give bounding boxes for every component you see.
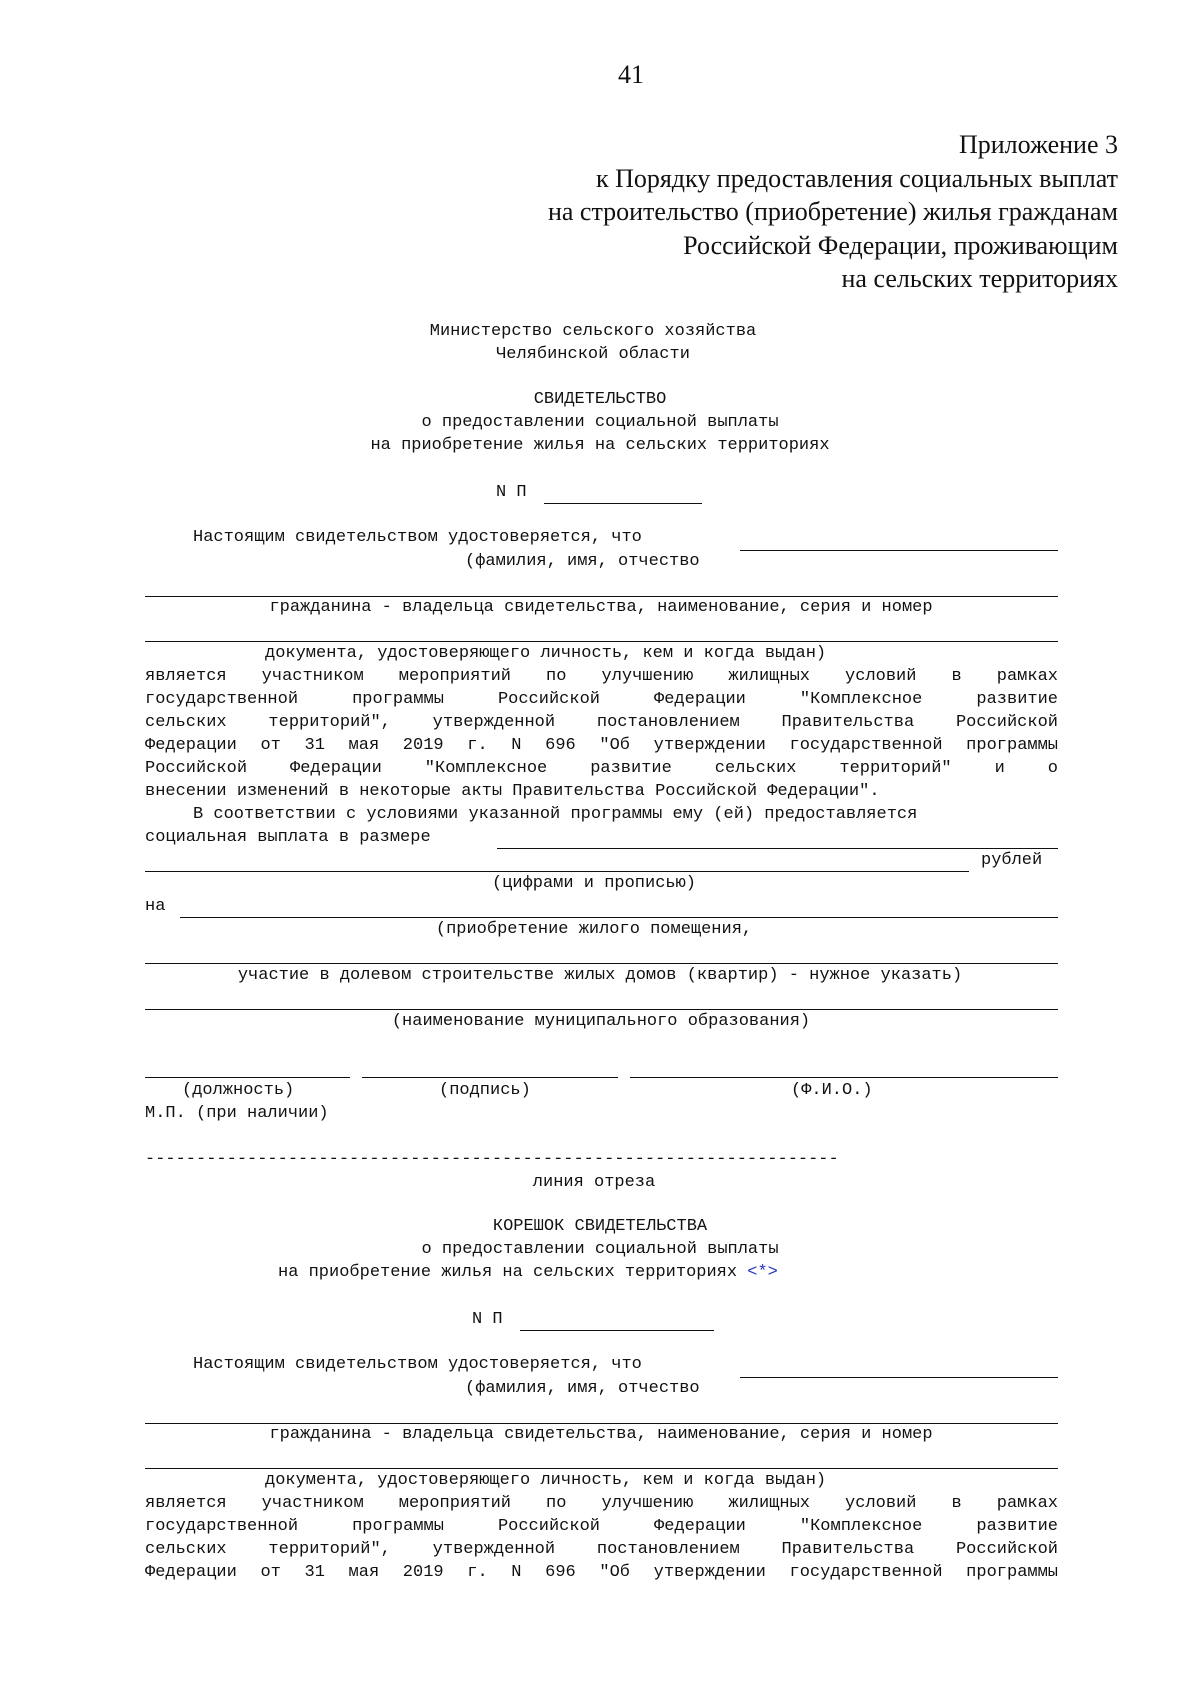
stub-document-field	[145, 1468, 1058, 1469]
caption-fio: (фамилия, имя, отчество	[465, 552, 700, 571]
caption-purchase: (приобретение жилого помещения,	[435, 920, 753, 939]
certificate-number-field	[544, 503, 702, 504]
body-line: государственной программы Российской Федерации "Комплексное развитие	[145, 690, 1058, 709]
body-para2: В соответствии с условиями указанной программы ему (ей) предоставляется	[193, 805, 918, 824]
body-line: является участником мероприятий по улучшению жилищных условий в рамках	[145, 667, 1058, 686]
certificate-subtitle: на приобретение жилья на сельских территориях	[370, 436, 830, 455]
stub-body-line: государственной программы Российской Федерации "Комплексное развитие	[145, 1517, 1058, 1536]
appendix-header	[548, 128, 1118, 296]
document-field	[145, 641, 1058, 642]
stub-subtitle-text: на приобретение жилья на сельских территориях	[278, 1263, 738, 1282]
body-last-line: внесении изменений в некоторые акты Правительства Российской Федерации".	[145, 782, 880, 801]
rubles-label: рублей	[981, 851, 1043, 870]
body-line: сельских территорий", утвержденной постановлением Правительства Российской	[145, 713, 1058, 732]
purpose-field	[180, 917, 1058, 918]
footnote-link[interactable]: <*>	[747, 1263, 778, 1282]
caption-signature: (подпись)	[439, 1081, 531, 1100]
payment-amount-field-line2	[145, 871, 969, 872]
certificate-subtitle: о предоставлении социальной выплаты	[421, 413, 779, 432]
position-field	[145, 1077, 350, 1078]
appendix-line: на сельских территориях	[841, 264, 1118, 293]
stub-caption-citizen: гражданина - владельца свидетельства, наименование, серия и номер	[269, 1425, 933, 1444]
payment-label: социальная выплата в размере	[145, 828, 431, 847]
name-field	[630, 1077, 1058, 1078]
payment-amount-field	[497, 848, 1058, 849]
caption-name: (Ф.И.О.)	[791, 1081, 873, 1100]
purpose-field-line2	[145, 963, 1058, 964]
certificate-number-label: N П	[496, 483, 527, 502]
caption-municipality: (наименование муниципального образования)	[391, 1012, 811, 1031]
na-label: на	[145, 897, 166, 916]
certify-text: Настоящим свидетельством удостоверяется, что	[193, 528, 642, 547]
stub-body-line: сельских территорий", утвержденной постановлением Правительства Российской	[145, 1540, 1058, 1559]
stub-subtitle: о предоставлении социальной выплаты	[421, 1240, 779, 1259]
cut-line: --------------------------------------------------------------------	[145, 1150, 839, 1169]
caption-citizen: гражданина - владельца свидетельства, наименование, серия и номер	[269, 598, 933, 617]
ministry-line: Челябинской области	[496, 345, 690, 364]
stub-title: КОРЕШОК СВИДЕТЕЛЬСТВА	[492, 1217, 708, 1236]
stub-certify-text: Настоящим свидетельством удостоверяется, что	[193, 1355, 642, 1374]
stub-caption-document: документа, удостоверяющего личность, кем и когда выдан)	[265, 1471, 827, 1490]
caption-document: документа, удостоверяющего личность, кем и когда выдан)	[265, 644, 827, 663]
stub-fio-field-line2	[145, 1423, 1058, 1424]
signature-field	[362, 1077, 618, 1078]
page-number: 41	[618, 60, 644, 89]
caption-participation: участие в долевом строительстве жилых домов (квартир) - нужное указать)	[237, 966, 963, 985]
municipality-field	[145, 1009, 1058, 1010]
stub-subtitle	[278, 1263, 778, 1282]
caption-position: (должность)	[182, 1081, 295, 1100]
certificate-title: СВИДЕТЕЛЬСТВО	[533, 390, 667, 409]
appendix-title: Приложение 3	[958, 130, 1118, 159]
stub-body-line: является участником мероприятий по улучшению жилищных условий в рамках	[145, 1494, 1058, 1513]
fio-field-line2	[145, 596, 1058, 597]
appendix-line: Российской Федерации, проживающим	[683, 230, 1118, 260]
stub-caption-fio: (фамилия, имя, отчество	[465, 1379, 700, 1398]
stub-number-field	[520, 1330, 714, 1331]
cut-line-label: линия отреза	[532, 1173, 656, 1192]
ministry-line: Министерство сельского хозяйства	[429, 322, 757, 341]
caption-amount: (цифрами и прописью)	[491, 874, 697, 893]
stub-number-label: N П	[472, 1310, 503, 1329]
stamp-label: М.П. (при наличии)	[145, 1104, 329, 1123]
fio-field	[740, 550, 1058, 551]
appendix-line: к Порядку предоставления социальных выплат	[595, 163, 1118, 193]
body-line: Российской Федерации "Комплексное развитие сельских территорий" и о	[145, 759, 1058, 778]
stub-body-line: Федерации от 31 мая 2019 г. N 696 "Об утверждении государственной программы	[145, 1563, 1058, 1582]
appendix-line: на строительство (приобретение) жилья гражданам	[547, 197, 1118, 226]
body-line: Федерации от 31 мая 2019 г. N 696 "Об утверждении государственной программы	[145, 736, 1058, 755]
stub-fio-field	[740, 1377, 1058, 1378]
